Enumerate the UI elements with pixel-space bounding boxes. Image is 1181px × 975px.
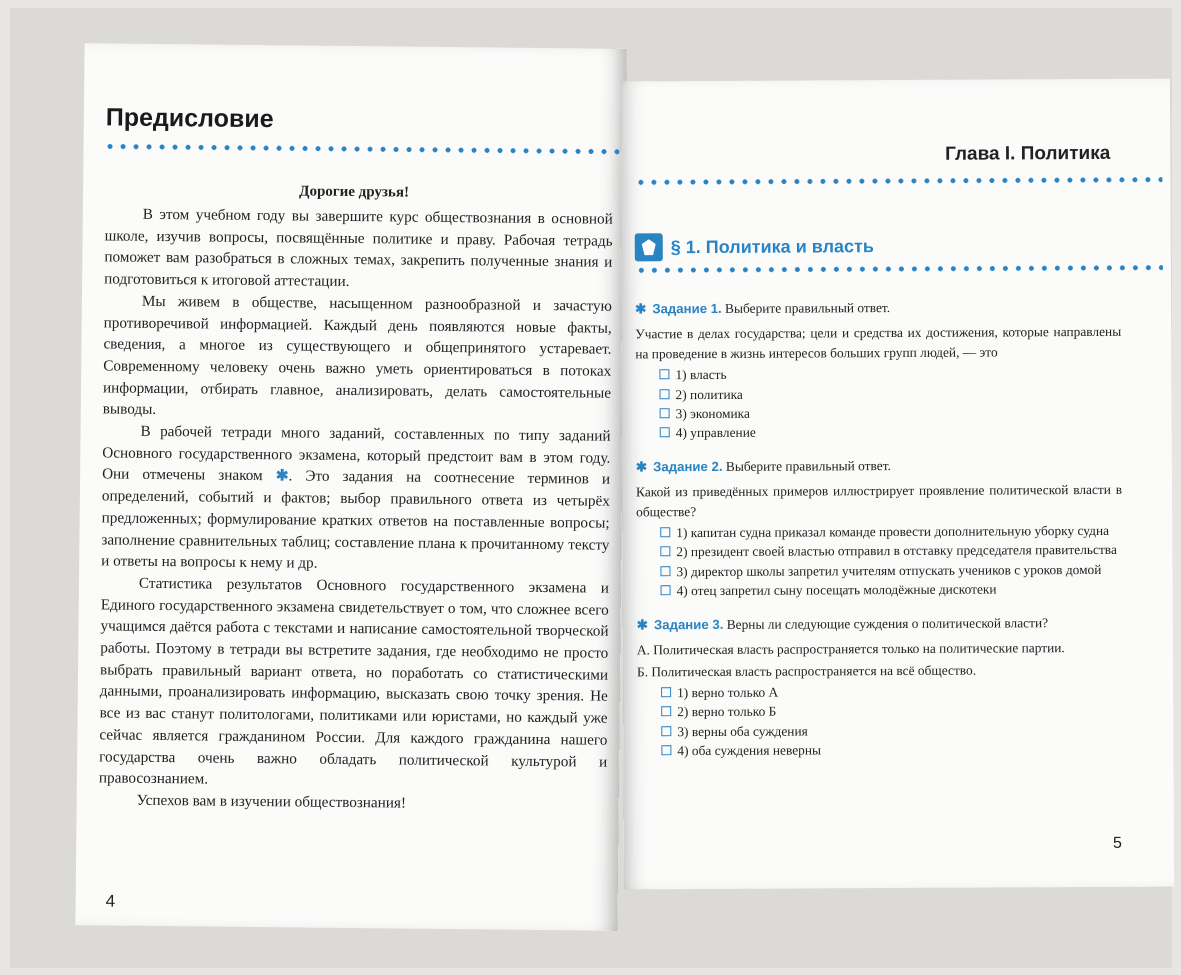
dotted-divider bbox=[635, 265, 1163, 274]
answer-option[interactable] bbox=[661, 720, 1123, 742]
chapter-title: Глава I. Политика bbox=[945, 142, 1111, 165]
checkbox[interactable] bbox=[660, 428, 670, 438]
checkbox[interactable] bbox=[659, 369, 669, 379]
answer-option[interactable] bbox=[660, 402, 1122, 424]
preface-paragraph: Мы живем в обществе, насыщенном разнообразной и зачастую противоречивой информацией. Каждый день появляются новые факты, сведения, а многое из существующего и общепринятого устаревает. Современному человеку очень важно уметь ориентироваться в потоках информации, отбирать главное, анализировать, делать самостоятельные выводы. bbox=[102, 292, 612, 419]
task-header bbox=[635, 297, 1121, 319]
task-3 bbox=[637, 613, 1124, 761]
section-title: § 1. Политика и власть bbox=[670, 235, 874, 257]
star-icon: ✱ bbox=[636, 616, 649, 633]
option-text: 3) верны оба суждения bbox=[677, 723, 808, 739]
option-text: 1) власть bbox=[675, 367, 727, 383]
task-instruction: Выберите правильный ответ. bbox=[722, 457, 891, 474]
preface-paragraph bbox=[101, 420, 611, 577]
open-workbook bbox=[10, 8, 1172, 968]
star-icon: ✱ bbox=[275, 467, 289, 485]
dotted-divider bbox=[634, 177, 1162, 186]
star-icon: ✱ bbox=[635, 459, 648, 475]
answer-option[interactable] bbox=[661, 681, 1123, 703]
greeting: Дорогие друзья! bbox=[299, 183, 410, 201]
option-text: 3) экономика bbox=[675, 405, 750, 422]
preface-text: . Это задания на соотнесение терминов и определений, событий и фактов; выбор правильного ответа из четырёх предложенных; формулирование кратких ответов на поставленные вопросы; заполнение сравнительных таблиц; составление плана к прочитанному тексту и ответы на вопросы к нему и др. bbox=[101, 467, 611, 572]
option-text: 2) президент своей властью отправил в отставку председателя правительства bbox=[676, 542, 1117, 560]
preface-title: Предисловие bbox=[105, 103, 274, 134]
answer-option[interactable] bbox=[660, 540, 1122, 562]
option-text: 1) капитан судна приказал команде провести дополнительную уборку судна bbox=[676, 522, 1110, 541]
option-text: 1) верно только А bbox=[677, 684, 779, 701]
checkbox[interactable] bbox=[661, 585, 671, 595]
task-header bbox=[637, 613, 1123, 635]
preface-paragraph: В этом учебном году вы завершите курс обществознания в основной школе, изучив вопросы, посвящённые политике и праву. Рабочая тетрадь поможет вам разобраться в сложных темах, закрепить полученные знания и подготовиться к итоговой аттестации. bbox=[104, 205, 613, 291]
checkbox[interactable] bbox=[660, 527, 670, 537]
section-header bbox=[635, 232, 874, 261]
answer-option[interactable] bbox=[661, 739, 1123, 761]
task-question: Участие в делах государства; цели и средства их достижения, которые направлены на проведение в жизнь интересов больших групп людей, — это bbox=[635, 324, 1122, 362]
page-number: 5 bbox=[1112, 834, 1122, 852]
task-statement-a: А. Политическая власть распространяется только на политические партии. bbox=[636, 640, 1065, 658]
checkbox[interactable] bbox=[660, 566, 670, 576]
task-label: Задание 1. bbox=[652, 300, 722, 317]
task-label: Задание 3. bbox=[653, 616, 724, 632]
section-emblem-icon bbox=[635, 233, 663, 261]
option-text: 3) директор школы запретил учителям отпускать учеников с уроков домой bbox=[676, 561, 1102, 580]
option-text: 4) оба суждения неверны bbox=[677, 742, 822, 759]
dotted-divider bbox=[104, 143, 624, 154]
task-2 bbox=[636, 455, 1123, 601]
option-text: 2) политика bbox=[675, 386, 743, 402]
option-text: 2) верно только Б bbox=[677, 703, 777, 720]
task-instruction: Верны ли следующие суждения о политической власти? bbox=[723, 614, 1049, 632]
right-page bbox=[620, 79, 1174, 890]
checkbox[interactable] bbox=[661, 687, 671, 697]
tasks bbox=[635, 297, 1123, 775]
preface-paragraph: Статистика результатов Основного государственного экзамена и Единого государственного экзамена свидетельствует о том, что сложнее всего учащимся даётся работа с текстами и написание самостоятельной творческой работы. Поэтому в тетради вы встретите задания, где необходимо не просто выбрать правильный вариант ответа, но поработать со статистическими данными, проанализировать информацию, высказать свою точку зрения. Не все из вас станут политологами, политиками или юристами, но каждый уже сейчас является гражданином России. Для каждого гражданина нашего государства очень важно обладать политической культурой и правосознанием. bbox=[98, 574, 610, 788]
task-instruction: Выберите правильный ответ. bbox=[721, 300, 891, 316]
answer-option[interactable] bbox=[661, 700, 1123, 722]
checkbox[interactable] bbox=[660, 547, 670, 557]
task-statement-b: Б. Политическая власть распространяется на всё общество. bbox=[636, 662, 977, 679]
answer-option[interactable] bbox=[659, 363, 1121, 385]
answer-option[interactable] bbox=[660, 421, 1122, 443]
star-icon: ✱ bbox=[635, 301, 647, 317]
preface-text: В рабочей тетради много заданий, составленных по типу заданий Основного государственного экзамена, который предстоит вам в этом году. Они отмечены знаком bbox=[102, 422, 611, 485]
task-question: Какой из приведённых примеров иллюстрирует проявление политической власти в обществе? bbox=[635, 482, 1123, 520]
task-1 bbox=[635, 297, 1122, 443]
checkbox[interactable] bbox=[661, 706, 671, 716]
checkbox[interactable] bbox=[661, 745, 671, 755]
answer-option[interactable] bbox=[660, 560, 1122, 582]
answer-option[interactable] bbox=[659, 382, 1121, 404]
page-number: 4 bbox=[105, 891, 116, 911]
task-label: Задание 2. bbox=[653, 458, 723, 475]
answer-option[interactable] bbox=[661, 579, 1123, 601]
task-header bbox=[636, 455, 1122, 477]
checkbox[interactable] bbox=[661, 726, 671, 736]
option-text: 4) управление bbox=[675, 425, 756, 441]
answer-option[interactable] bbox=[660, 521, 1122, 543]
checkbox[interactable] bbox=[660, 408, 670, 418]
preface-body bbox=[99, 203, 613, 816]
option-text: 4) отец запретил сыну посещать молодёжные дискотеки bbox=[676, 581, 997, 599]
checkbox[interactable] bbox=[659, 389, 669, 399]
preface-paragraph: Успехов вам в изучении обществознания! bbox=[136, 791, 407, 812]
left-page bbox=[75, 43, 626, 931]
